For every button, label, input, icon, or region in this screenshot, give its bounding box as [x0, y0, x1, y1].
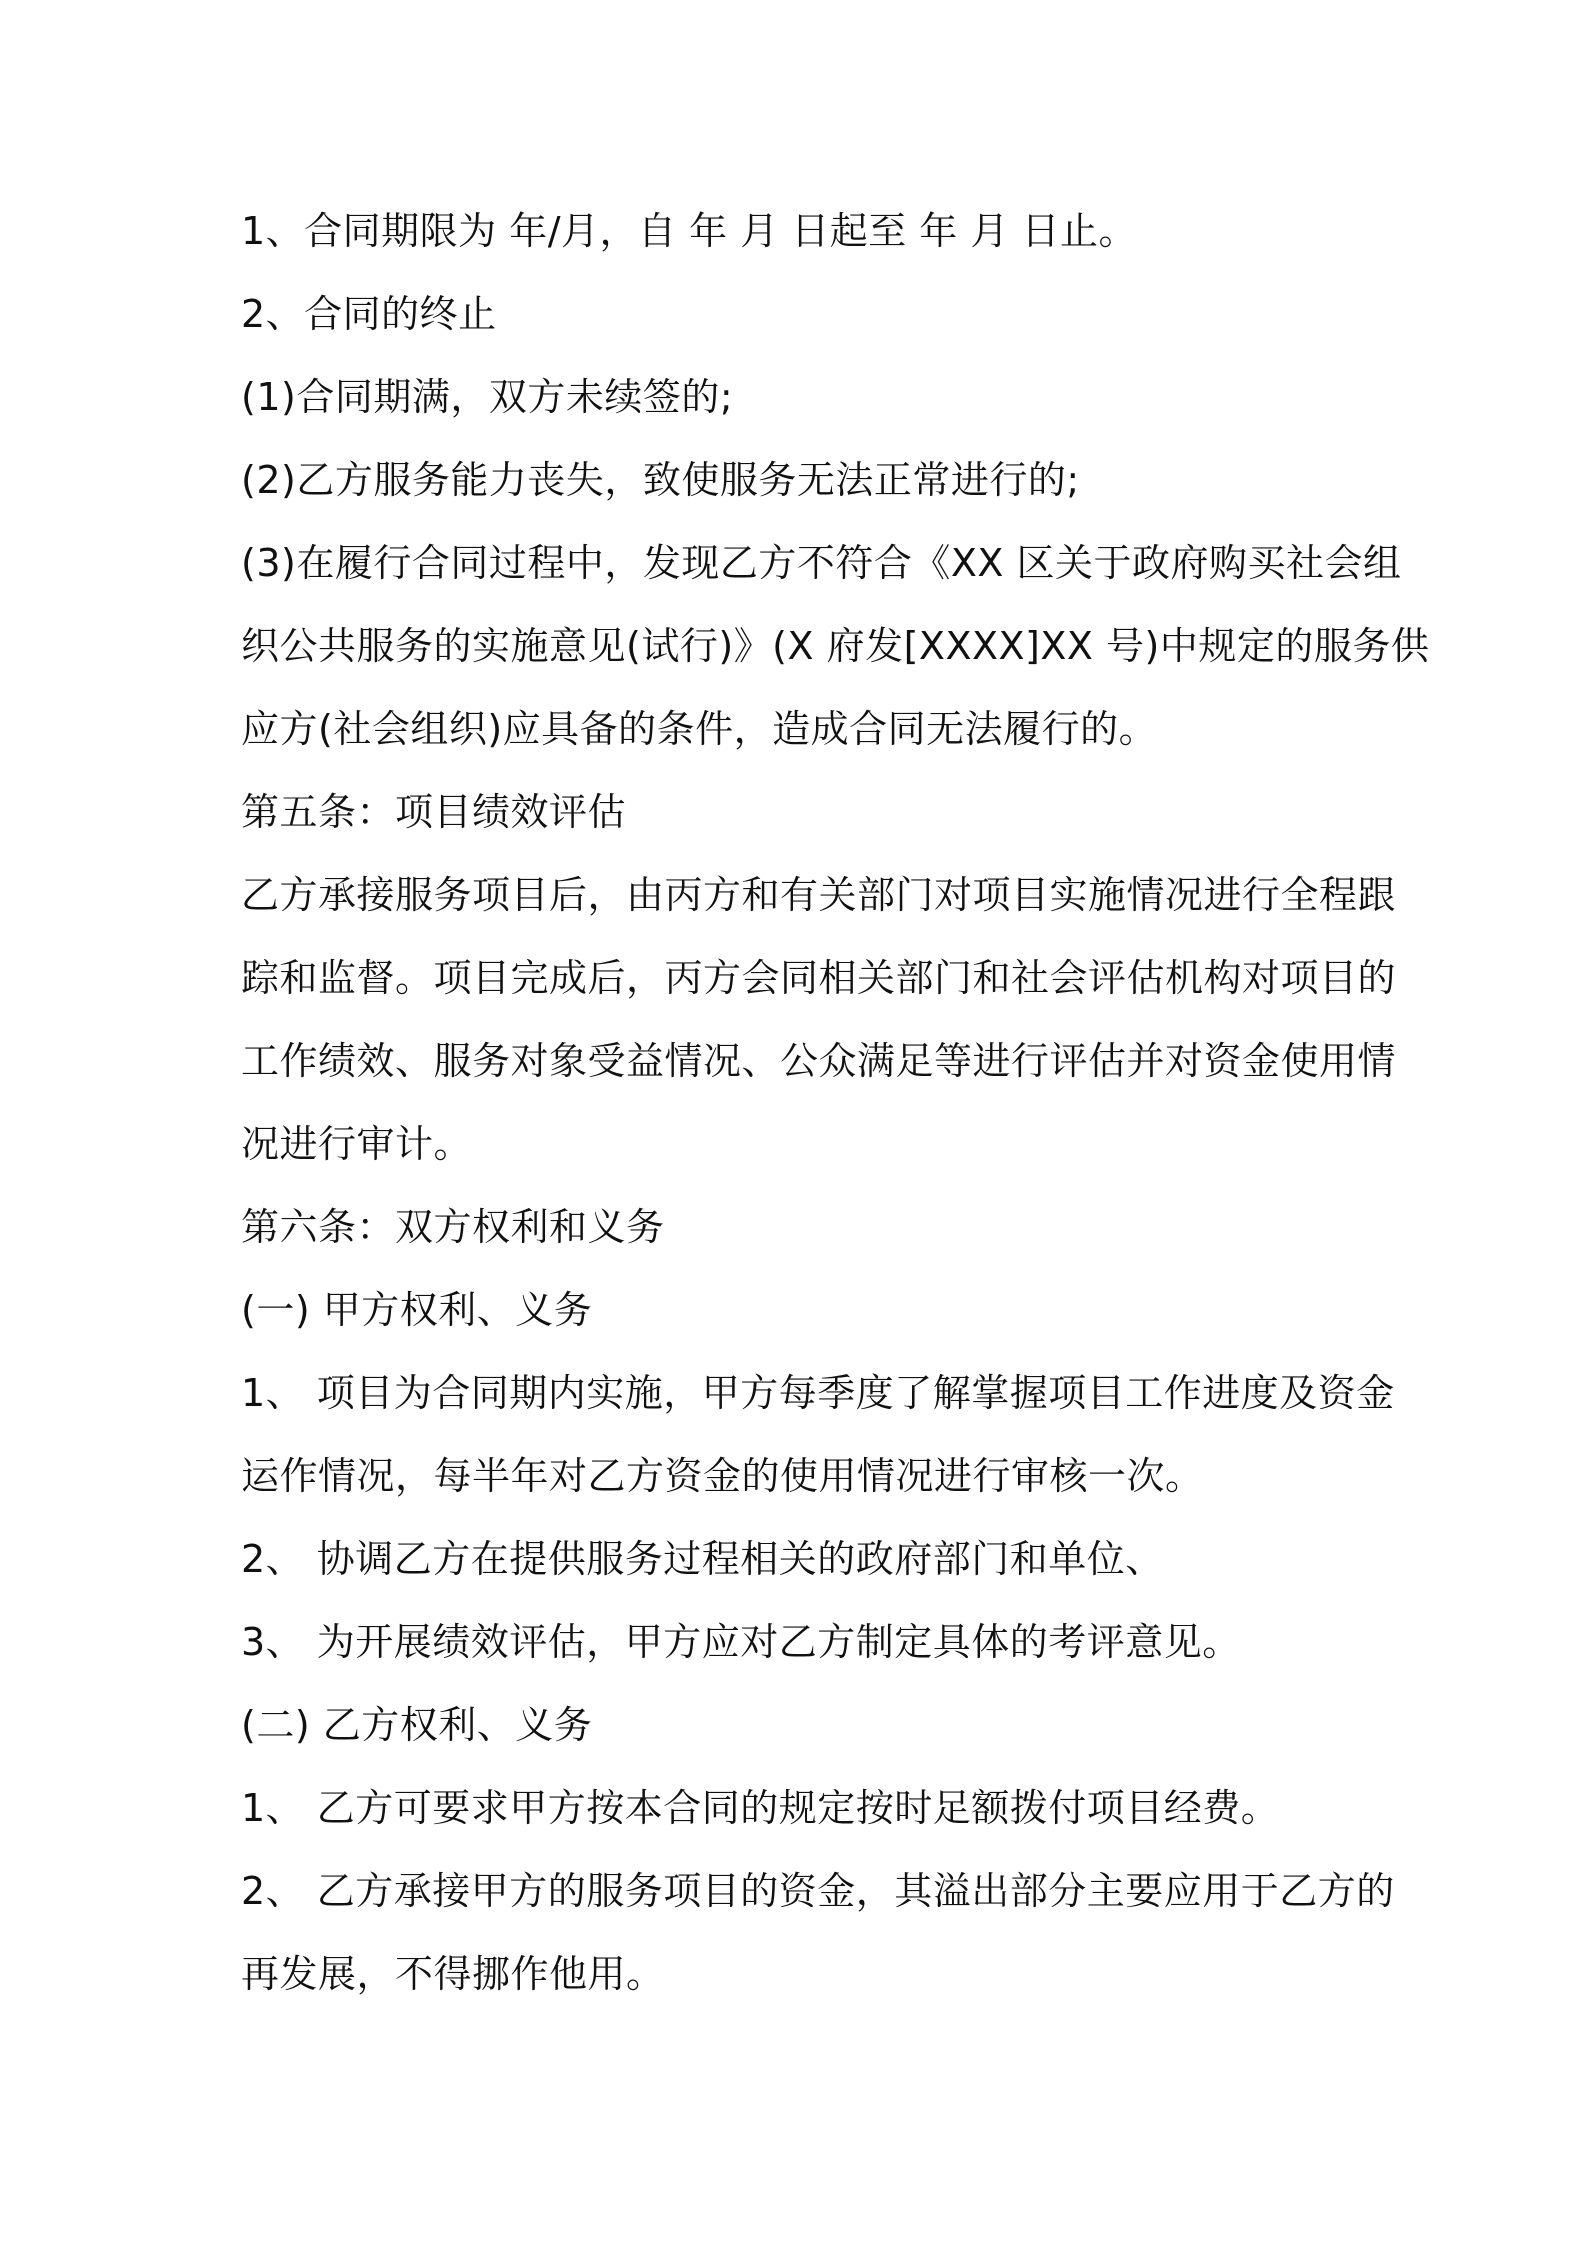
party-b-item-2-line-2: 再发展，不得挪作他用。: [241, 1952, 665, 1996]
termination-heading: 2、合同的终止: [241, 292, 497, 336]
party-b-item-2-line-1: 2、 乙方承接甲方的服务项目的资金，其溢出部分主要应用于乙方的: [241, 1869, 1395, 1913]
party-a-item-1-line-2: 运作情况，每半年对乙方资金的使用情况进行审核一次。: [241, 1454, 1204, 1498]
article-6-heading: 第六条：双方权利和义务: [241, 1205, 665, 1249]
termination-item-2: (2)乙方服务能力丧失，致使服务无法正常进行的;: [241, 458, 1080, 502]
termination-item-3-line-1: (3)在履行合同过程中，发现乙方不符合《XX 区关于政府购买社会组: [241, 541, 1402, 585]
party-b-item-1: 1、 乙方可要求甲方按本合同的规定按时足额拨付项目经费。: [241, 1786, 1280, 1830]
party-a-item-1-line-1: 1、 项目为合同期内实施，甲方每季度了解掌握项目工作进度及资金: [241, 1371, 1395, 1415]
article-5-paragraph-line-4: 况进行审计。: [241, 1122, 473, 1166]
party-a-rights-heading: (一) 甲方权利、义务: [241, 1288, 593, 1332]
party-a-item-2: 2、 协调乙方在提供服务过程相关的政府部门和单位、: [241, 1537, 1164, 1581]
party-b-rights-heading: (二) 乙方权利、义务: [241, 1703, 593, 1747]
article-5-paragraph-line-2: 踪和监督。项目完成后，丙方会同相关部门和社会评估机构对项目的: [241, 956, 1397, 1000]
article-5-paragraph-line-1: 乙方承接服务项目后，由丙方和有关部门对项目实施情况进行全程跟: [241, 873, 1397, 917]
party-a-item-3: 3、 为开展绩效评估，甲方应对乙方制定具体的考评意见。: [241, 1620, 1241, 1664]
contract-term-clause: 1、合同期限为 年/月，自 年 月 日起至 年 月 日止。: [241, 209, 1138, 253]
termination-item-1: (1)合同期满，双方未续签的;: [241, 375, 734, 419]
article-5-paragraph-line-3: 工作绩效、服务对象受益情况、公众满足等进行评估并对资金使用情: [241, 1039, 1397, 1083]
article-5-heading: 第五条：项目绩效评估: [241, 790, 627, 834]
termination-item-3-line-3: 应方(社会组织)应具备的条件，造成合同无法履行的。: [241, 707, 1158, 751]
termination-item-3-line-2: 织公共服务的实施意见(试行)》(X 府发[XXXX]XX 号)中规定的服务供: [241, 624, 1430, 668]
